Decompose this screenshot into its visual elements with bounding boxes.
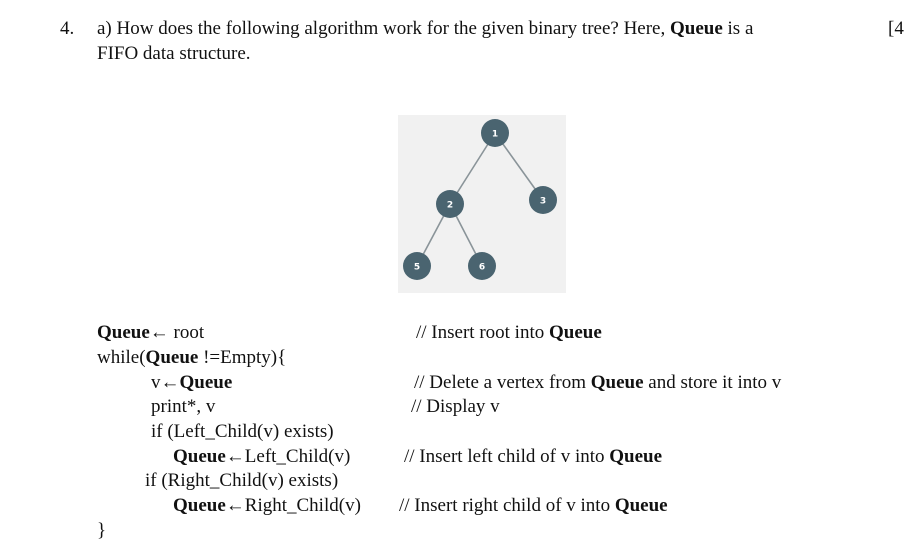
comment-1 — [416, 322, 602, 344]
comment-text: // Insert root into — [416, 322, 549, 343]
code-text: v — [151, 372, 161, 393]
code-line-8 — [173, 495, 361, 517]
code-line-7: if (Right_Child(v) exists) — [145, 470, 339, 491]
comment-keyword: Queue — [590, 372, 644, 393]
code-line-5: if (Left_Child(v) exists) — [151, 421, 334, 442]
code-line-6 — [173, 446, 350, 468]
code-keyword: Queue — [173, 495, 226, 516]
tree-node-5 — [403, 252, 431, 280]
code-line-9: } — [97, 520, 107, 541]
question-marks: [4 — [888, 18, 904, 39]
code-text: Right_Child(v) — [244, 495, 361, 516]
comment-text-end: and store it into v — [643, 372, 782, 393]
code-text: while( — [97, 347, 146, 368]
comment-8 — [399, 495, 668, 517]
binary-tree-figure — [398, 115, 566, 293]
node-label-5: 5 — [413, 262, 421, 273]
comment-text: // Insert right child of v into — [399, 495, 615, 516]
code-line-1 — [97, 322, 204, 344]
comment-text: // Insert left child of v into — [404, 446, 610, 467]
assign-arrow: ← — [160, 372, 180, 393]
comment-6 — [404, 446, 662, 468]
code-text: !=Empty){ — [198, 347, 287, 368]
question-text-end: is a — [722, 18, 754, 39]
code-keyword: Queue — [97, 322, 150, 343]
comment-4: // Display v — [411, 396, 500, 417]
code-line-4: print*, v — [151, 396, 216, 417]
question-keyword: Queue — [670, 18, 723, 39]
code-keyword: Queue — [179, 372, 233, 393]
tree-node-6 — [468, 252, 496, 280]
question-line-1 — [97, 18, 753, 40]
assign-arrow: ← — [149, 322, 169, 343]
assign-arrow: ← — [225, 446, 245, 467]
code-keyword: Queue — [173, 446, 226, 467]
question-number: 4. — [60, 18, 75, 39]
assign-arrow: ← — [225, 495, 245, 516]
code-text: Left_Child(v) — [244, 446, 351, 467]
comment-keyword: Queue — [609, 446, 663, 467]
comment-3 — [414, 372, 781, 394]
comment-keyword: Queue — [548, 322, 602, 343]
code-line-3 — [151, 372, 232, 394]
tree-node-1 — [481, 119, 509, 147]
node-label-1: 1 — [491, 129, 499, 140]
question-text: a) How does the following algorithm work for the given binary tree? Here, — [97, 18, 670, 39]
code-keyword: Queue — [145, 347, 199, 368]
comment-text: // Delete a vertex from — [414, 372, 591, 393]
node-label-6: 6 — [478, 262, 486, 273]
code-text: root — [168, 322, 205, 343]
code-line-2 — [97, 347, 286, 369]
tree-node-2 — [436, 190, 464, 218]
tree-node-3 — [529, 186, 557, 214]
comment-keyword: Queue — [614, 495, 668, 516]
question-line-2: FIFO data structure. — [97, 43, 251, 64]
node-label-3: 3 — [539, 196, 547, 207]
node-label-2: 2 — [446, 200, 454, 211]
